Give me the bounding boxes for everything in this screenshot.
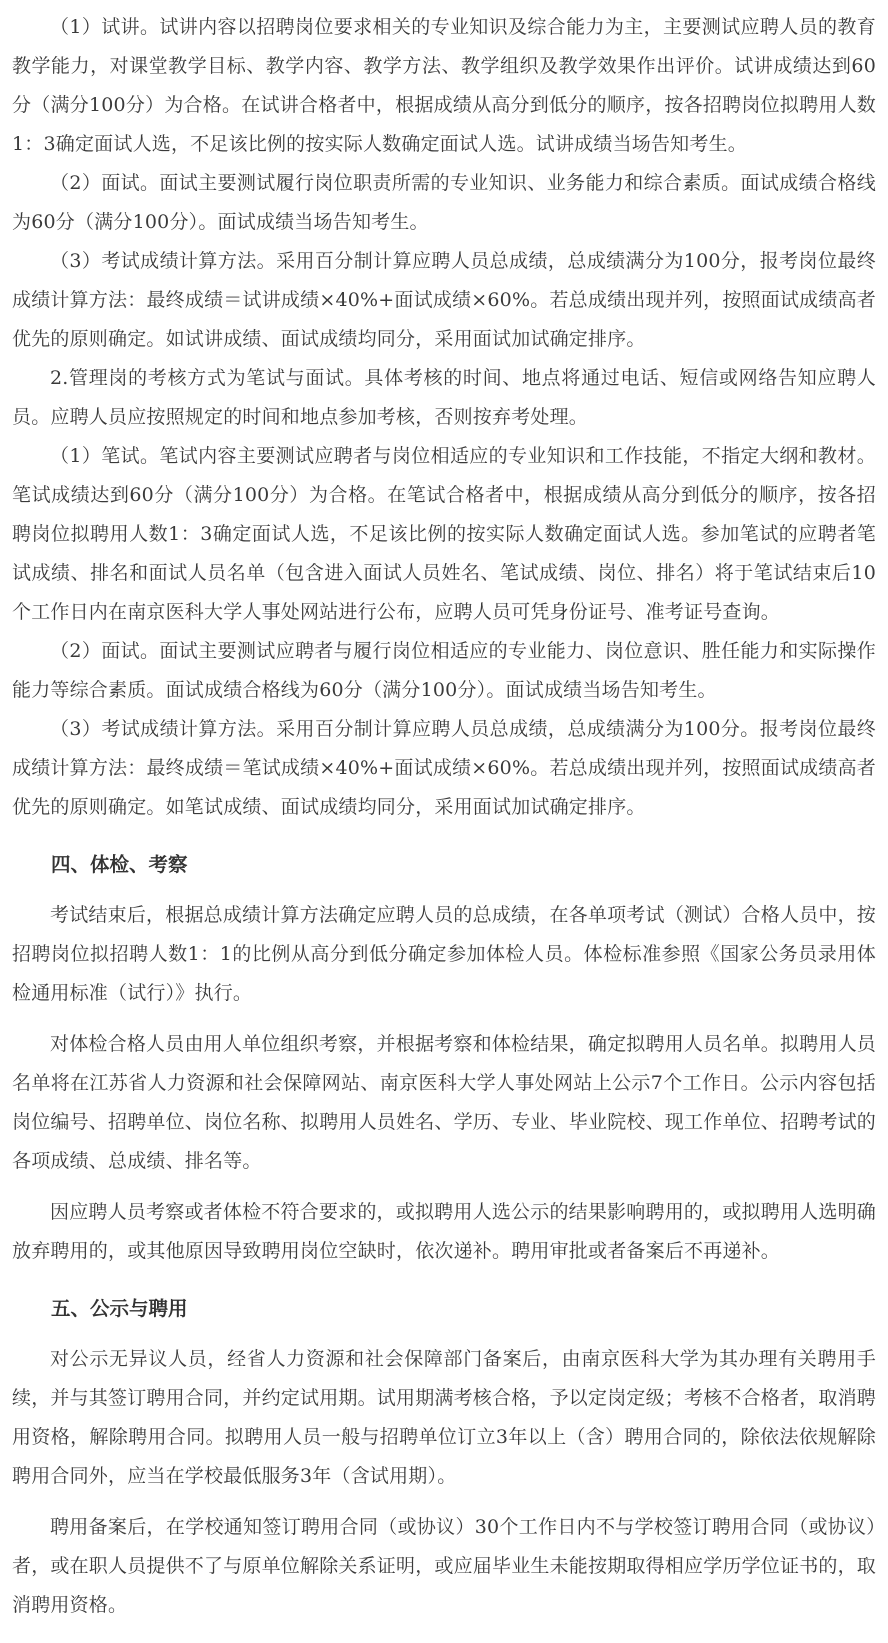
section-heading-physical-exam: 四、体检、考察 (51, 853, 188, 876)
paragraph-contract: 对公示无异议人员，经省人力资源和社会保障部门备案后，由南京医科大学为其办理有关聘用手续，并与其签订聘用合同，并约定试用期。试用期满考核合格，予以定岗定级；考核不合格者，取消聘用资格，解除聘用合同。拟聘用人员一般与招聘单位订立3年以上（含）聘用合同的，除依法依规解除聘用合同外，应当在学校最低服务3年（含试用期）。 (12, 1348, 877, 1487)
section-heading-publicity-hiring: 五、公示与聘用 (51, 1297, 188, 1320)
paragraph-investigation: 对体检合格人员由用人单位组织考察，并根据考察和体检结果，确定拟聘用人员名单。拟聘用人员名单将在江苏省人力资源和社会保障网站、南京医科大学人事处网站上公示7个工作日。公示内容包括岗位编号、招聘单位、岗位名称、拟聘用人员姓名、学历、专业、毕业院校、现工作单位、招聘考试的各项成绩、总成绩、排名等。 (12, 1033, 877, 1172)
paragraph-trial-lecture: （1）试讲。试讲内容以招聘岗位要求相关的专业知识及综合能力为主，主要测试应聘人员的教育教学能力，对课堂教学目标、教学内容、教学方法、教学组织及教学效果作出评价。试讲成绩达到60分（满分100分）为合格。在试讲合格者中，根据成绩从高分到低分的顺序，按各招聘岗位拟聘用人数1：3确定面试人选，不足该比例的按实际人数确定面试人选。试讲成绩当场告知考生。 (12, 16, 876, 155)
paragraph-management-assessment: 2.管理岗的考核方式为笔试与面试。具体考核的时间、地点将通过电话、短信或网络告知应聘人员。应聘人员应按照规定的时间和地点参加考核，否则按弃考处理。 (12, 367, 876, 428)
paragraph-interview: （2）面试。面试主要测试履行岗位职责所需的专业知识、业务能力和综合素质。面试成绩合格线为60分（满分100分）。面试成绩当场告知考生。 (12, 172, 876, 233)
paragraph-score-calculation: （3）考试成绩计算方法。采用百分制计算应聘人员总成绩，总成绩满分为100分，报考岗位最终成绩计算方法：最终成绩＝试讲成绩×40%+面试成绩×60%。若总成绩出现并列，按照面试成绩高者优先的原则确定。如试讲成绩、面试成绩均同分，采用面试加试确定排序。 (12, 250, 876, 350)
paragraph-management-score-calculation: （3）考试成绩计算方法。采用百分制计算应聘人员总成绩，总成绩满分为100分。报考岗位最终成绩计算方法：最终成绩＝笔试成绩×40%+面试成绩×60%。若总成绩出现并列，按照面试成绩高者优先的原则确定。如笔试成绩、面试成绩均同分，采用面试加试确定排序。 (12, 718, 876, 818)
paragraph-vacancy-fill: 因应聘人员考察或者体检不符合要求的，或拟聘用人选公示的结果影响聘用的，或拟聘用人选明确放弃聘用的，或其他原因导致聘用岗位空缺时，依次递补。聘用审批或者备案后不再递补。 (12, 1201, 876, 1262)
paragraph-cancel-qualification: 聘用备案后，在学校通知签订聘用合同（或协议）30个工作日内不与学校签订聘用合同（或协议）者，或在职人员提供不了与原单位解除关系证明，或应届毕业生未能按期取得相应学历学位证书的，取消聘用资格。 (12, 1516, 877, 1616)
paragraph-physical-exam: 考试结束后，根据总成绩计算方法确定应聘人员的总成绩，在各单项考试（测试）合格人员中，按招聘岗位拟招聘人数1：1的比例从高分到低分确定参加体检人员。体检标准参照《国家公务员录用体检通用标准（试行）》执行。 (12, 904, 876, 1004)
paragraph-written-exam: （1）笔试。笔试内容主要测试应聘者与岗位相适应的专业知识和工作技能，不指定大纲和教材。笔试成绩达到60分（满分100分）为合格。在笔试合格者中，根据成绩从高分到低分的顺序，按各招聘岗位拟聘用人数1：3确定面试人选，不足该比例的按实际人数确定面试人选。参加笔试的应聘者笔试成绩、排名和面试人员名单（包含进入面试人员姓名、笔试成绩、岗位、排名）将于笔试结束后10个工作日内在南京医科大学人事处网站进行公布，应聘人员可凭身份证号、准考证号查询。 (12, 445, 876, 623)
paragraph-management-interview: （2）面试。面试主要测试应聘者与履行岗位相适应的专业能力、岗位意识、胜任能力和实际操作能力等综合素质。面试成绩合格线为60分（满分100分）。面试成绩当场告知考生。 (12, 640, 876, 701)
